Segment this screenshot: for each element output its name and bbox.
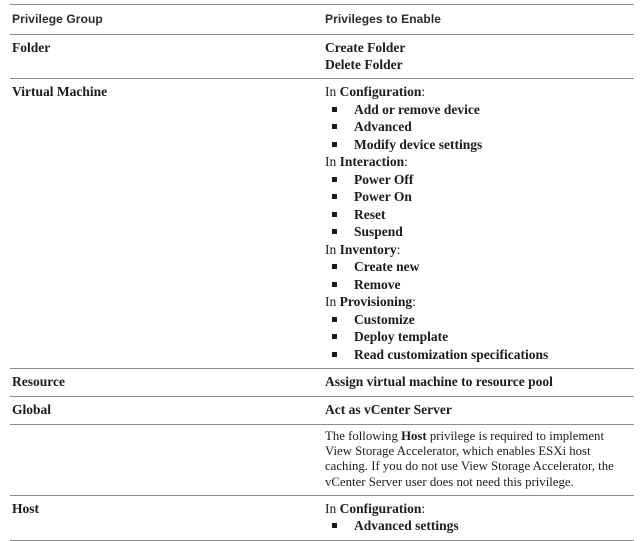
square-bullet-icon	[332, 334, 337, 339]
privileges-cell	[325, 425, 634, 495]
privilege-item: Deploy template	[354, 329, 449, 344]
section-heading-prefix: In	[325, 154, 340, 169]
privilege-item: Advanced settings	[354, 518, 459, 534]
privilege-item: Create Folder	[325, 40, 406, 55]
privilege-item: Remove	[354, 276, 401, 292]
bullet-item	[325, 136, 632, 154]
bullet-item	[325, 118, 632, 136]
section-heading-category: Interaction	[339, 154, 405, 169]
privilege-group-cell	[10, 397, 325, 424]
privilege-item: Advanced	[354, 119, 412, 134]
section-heading-category: Configuration	[339, 500, 422, 516]
privileges-cell	[325, 369, 634, 396]
square-bullet-icon	[332, 194, 337, 199]
table-row	[10, 496, 634, 541]
square-bullet-icon	[332, 212, 337, 217]
bullet-item	[325, 171, 632, 189]
table-body	[10, 35, 634, 541]
section-heading-suffix: :	[421, 500, 426, 516]
square-bullet-icon	[332, 124, 337, 129]
square-bullet-icon	[332, 229, 337, 234]
section-heading	[325, 241, 632, 259]
privilege-item: Customize	[354, 311, 415, 327]
privilege-item: Delete Folder	[325, 57, 403, 72]
section-heading-category: Provisioning	[339, 294, 413, 309]
bullet-item	[325, 311, 632, 329]
privilege-group-cell	[10, 496, 325, 540]
privilege-group-name: Folder	[12, 40, 51, 55]
bullet-item	[325, 328, 632, 346]
section-heading-category: Inventory	[339, 241, 397, 257]
privilege-item: Suspend	[354, 224, 403, 239]
privilege-item: Power On	[354, 189, 412, 204]
privilege-group-cell	[10, 79, 325, 368]
privilege-group-cell	[10, 425, 325, 495]
square-bullet-icon	[332, 317, 337, 322]
privilege-item: Create new	[354, 259, 420, 274]
privilege-item: Reset	[354, 206, 386, 222]
bullet-item	[325, 258, 632, 276]
table-row	[10, 425, 634, 496]
bullet-item	[325, 346, 632, 364]
section-heading-suffix: :	[404, 154, 408, 169]
header-cell-privileges-to-enable	[325, 5, 634, 34]
table-row	[10, 79, 634, 369]
table-header-row	[10, 5, 634, 35]
square-bullet-icon	[332, 264, 337, 269]
note-segment: privilege is required to implement View Storage Accelerator, which enables ESXi host caching. If you do not use View Storage Accelerator, the vCenter Server user does not need this privilege.	[325, 429, 614, 489]
privileges-cell	[325, 35, 634, 78]
square-bullet-icon	[332, 352, 337, 357]
privilege-group-header-label: Privilege Group	[12, 12, 103, 26]
privileges-table	[10, 4, 634, 541]
section-heading	[325, 500, 632, 518]
table-row	[10, 35, 634, 79]
square-bullet-icon	[332, 107, 337, 112]
section-heading-suffix: :	[412, 294, 416, 309]
bullet-item	[325, 276, 632, 294]
section-heading-suffix: :	[421, 84, 426, 99]
privilege-group-name: Global	[12, 402, 52, 417]
square-bullet-icon	[332, 142, 337, 147]
table-row	[10, 397, 634, 425]
privileges-cell	[325, 496, 634, 540]
privileges-cell	[325, 79, 634, 368]
privileges-cell	[325, 397, 634, 424]
privileges-to-enable-header-label: Privileges to Enable	[325, 12, 442, 26]
privilege-item: Assign virtual machine to resource pool	[325, 374, 553, 389]
privilege-group-name: Host	[12, 500, 39, 516]
privilege-item: Act as vCenter Server	[325, 402, 452, 417]
privilege-group-cell	[10, 369, 325, 396]
note-segment: Host	[401, 429, 427, 443]
privilege-item: Add or remove device	[354, 101, 480, 117]
privilege-item: Modify device settings	[354, 136, 483, 152]
bullet-item	[325, 188, 632, 206]
square-bullet-icon	[332, 523, 337, 528]
privilege-group-cell	[10, 35, 325, 78]
section-heading-prefix: In	[325, 500, 340, 516]
section-heading-prefix: In	[325, 84, 340, 99]
section-heading-category: Configuration	[339, 84, 422, 99]
section-heading	[325, 83, 632, 101]
bullet-item	[325, 223, 632, 241]
note-paragraph	[325, 429, 632, 490]
privilege-item: Read customization specifications	[354, 346, 549, 362]
section-heading-suffix: :	[396, 241, 401, 257]
square-bullet-icon	[332, 177, 337, 182]
privilege-group-name: Resource	[12, 374, 65, 389]
bullet-item	[325, 101, 632, 119]
note-segment: The following	[325, 429, 402, 443]
section-heading	[325, 153, 632, 171]
square-bullet-icon	[332, 282, 337, 287]
bullet-item	[325, 517, 632, 535]
bullet-item	[325, 206, 632, 224]
privilege-group-name: Virtual Machine	[12, 84, 108, 99]
section-heading-prefix: In	[325, 294, 340, 309]
privilege-item: Power Off	[354, 171, 414, 187]
section-heading-prefix: In	[325, 241, 340, 257]
table-row	[10, 369, 634, 397]
header-cell-privilege-group	[10, 5, 325, 34]
section-heading	[325, 293, 632, 311]
